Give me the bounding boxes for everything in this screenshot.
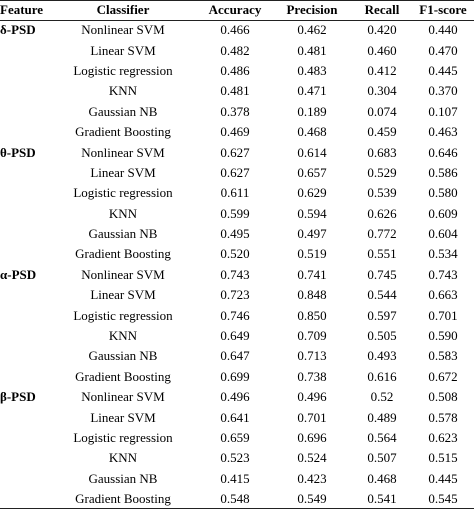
precision-cell: 0.709 <box>297 328 327 344</box>
classifier-cell: Gaussian NB <box>88 103 158 119</box>
precision-cell: 0.468 <box>297 124 327 140</box>
table-row <box>0 346 474 366</box>
recall-cell: 0.304 <box>367 83 397 99</box>
classifier-cell: KNN <box>108 83 138 99</box>
feature-cell <box>0 448 48 468</box>
f1-score-cell: 0.445 <box>428 470 458 486</box>
table-row <box>0 285 474 305</box>
classifier-cell: Gaussian NB <box>88 470 158 486</box>
precision-cell: 0.481 <box>297 42 327 58</box>
classifier-cell: Logistic regression <box>73 185 173 201</box>
accuracy-cell: 0.482 <box>220 42 250 58</box>
precision-cell: 0.497 <box>297 226 327 242</box>
classifier-cell: KNN <box>108 450 138 466</box>
accuracy-cell: 0.548 <box>220 491 250 507</box>
recall-cell: 0.541 <box>367 491 397 507</box>
recall-cell: 0.52 <box>370 389 394 405</box>
f1-score-cell: 0.534 <box>428 246 458 262</box>
precision-cell: 0.524 <box>297 450 327 466</box>
precision-cell: 0.189 <box>297 103 327 119</box>
accuracy-cell: 0.746 <box>220 307 250 323</box>
precision-cell: 0.713 <box>297 348 327 364</box>
feature-cell: δ-PSD <box>0 22 36 38</box>
recall-cell: 0.505 <box>367 328 397 344</box>
precision-cell: 0.483 <box>297 62 327 78</box>
recall-cell: 0.074 <box>367 103 397 119</box>
precision-cell: 0.657 <box>297 164 327 180</box>
f1-score-cell: 0.580 <box>428 185 458 201</box>
f1-score-cell: 0.590 <box>428 328 458 344</box>
precision-cell: 0.549 <box>297 491 327 507</box>
classifier-cell: Gradient Boosting <box>75 246 171 262</box>
feature-cell <box>0 244 48 264</box>
feature-cell: β-PSD <box>0 389 36 405</box>
f1-score-cell: 0.604 <box>428 226 458 242</box>
precision-cell: 0.701 <box>297 409 327 425</box>
f1-score-cell: 0.663 <box>428 287 458 303</box>
accuracy-cell: 0.699 <box>220 368 250 384</box>
feature-cell <box>0 61 48 81</box>
accuracy-cell: 0.496 <box>220 389 250 405</box>
header-row <box>0 0 474 20</box>
header-recall: Recall <box>364 2 400 17</box>
recall-cell: 0.551 <box>367 246 397 262</box>
accuracy-cell: 0.466 <box>220 22 250 38</box>
accuracy-cell: 0.481 <box>220 83 250 99</box>
f1-score-cell: 0.463 <box>428 124 458 140</box>
table-row <box>0 448 474 468</box>
header-precision: Precision <box>286 2 338 17</box>
header-feature: Feature <box>0 2 44 17</box>
table-row <box>0 326 474 346</box>
classifier-cell: Gradient Boosting <box>75 368 171 384</box>
table-row <box>0 183 474 203</box>
accuracy-cell: 0.659 <box>220 430 250 445</box>
feature-cell: α-PSD <box>0 266 37 282</box>
recall-cell: 0.493 <box>367 348 397 364</box>
precision-cell: 0.696 <box>297 430 327 445</box>
recall-cell: 0.507 <box>367 450 397 466</box>
precision-cell: 0.496 <box>297 389 327 405</box>
accuracy-cell: 0.495 <box>220 226 250 242</box>
f1-score-cell: 0.623 <box>428 430 458 445</box>
classifier-cell: Gaussian NB <box>88 226 158 242</box>
classifier-cell: Nonlinear SVM <box>81 22 165 38</box>
precision-cell: 0.738 <box>297 368 327 384</box>
table-row <box>0 407 474 427</box>
table-row <box>0 61 474 81</box>
f1-score-cell: 0.578 <box>428 409 458 425</box>
accuracy-cell: 0.415 <box>220 470 250 486</box>
accuracy-cell: 0.611 <box>220 185 250 201</box>
precision-cell: 0.614 <box>297 144 327 160</box>
classifier-cell: Gradient Boosting <box>75 124 171 140</box>
header-accuracy: Accuracy <box>208 2 262 17</box>
classifier-cell: Linear SVM <box>90 287 156 303</box>
table-row <box>0 489 474 509</box>
table-row <box>0 265 474 285</box>
table-row <box>0 367 474 387</box>
accuracy-cell: 0.641 <box>220 409 250 425</box>
feature-cell <box>0 489 48 509</box>
feature-cell <box>0 346 48 366</box>
recall-cell: 0.420 <box>367 22 397 38</box>
feature-cell <box>0 122 48 142</box>
classifier-cell: Linear SVM <box>90 409 156 425</box>
table-body <box>0 20 474 509</box>
feature-cell <box>0 285 48 305</box>
recall-cell: 0.459 <box>367 124 397 140</box>
recall-cell: 0.772 <box>367 226 397 242</box>
precision-cell: 0.519 <box>297 246 327 262</box>
precision-cell: 0.848 <box>297 287 327 303</box>
classifier-cell: Nonlinear SVM <box>81 144 165 160</box>
classifier-cell: Logistic regression <box>73 62 173 78</box>
accuracy-cell: 0.469 <box>220 124 250 140</box>
classifier-cell: Logistic regression <box>73 307 173 323</box>
recall-cell: 0.468 <box>367 470 397 486</box>
precision-cell: 0.741 <box>297 266 327 282</box>
f1-score-cell: 0.445 <box>428 62 458 78</box>
f1-score-cell: 0.515 <box>428 450 458 466</box>
recall-cell: 0.564 <box>367 430 397 445</box>
recall-cell: 0.745 <box>367 266 397 282</box>
precision-cell: 0.423 <box>297 470 327 486</box>
recall-cell: 0.460 <box>367 42 397 58</box>
accuracy-cell: 0.649 <box>220 328 250 344</box>
classifier-cell: Gradient Boosting <box>75 491 171 507</box>
classifier-cell: Linear SVM <box>90 42 156 58</box>
accuracy-cell: 0.520 <box>220 246 250 262</box>
accuracy-cell: 0.627 <box>220 144 250 160</box>
accuracy-cell: 0.599 <box>220 205 250 221</box>
feature-cell <box>0 81 48 101</box>
f1-score-cell: 0.609 <box>428 205 458 221</box>
recall-cell: 0.539 <box>367 185 397 201</box>
f1-score-cell: 0.701 <box>428 307 458 323</box>
table-row <box>0 81 474 101</box>
table-row <box>0 224 474 244</box>
table-row <box>0 20 474 40</box>
recall-cell: 0.412 <box>367 62 397 78</box>
feature-cell <box>0 326 48 346</box>
feature-cell <box>0 183 48 203</box>
accuracy-cell: 0.723 <box>220 287 250 303</box>
precision-cell: 0.629 <box>297 185 327 201</box>
f1-score-cell: 0.545 <box>428 491 458 507</box>
precision-cell: 0.462 <box>297 22 327 38</box>
table-row <box>0 305 474 325</box>
feature-cell <box>0 407 48 427</box>
table-row <box>0 387 474 407</box>
accuracy-cell: 0.486 <box>220 62 250 78</box>
accuracy-cell: 0.378 <box>220 103 250 119</box>
table-row <box>0 142 474 162</box>
precision-cell: 0.594 <box>297 205 327 221</box>
classifier-cell: KNN <box>108 205 138 221</box>
accuracy-cell: 0.647 <box>220 348 250 364</box>
f1-score-cell: 0.440 <box>428 22 458 38</box>
precision-cell: 0.850 <box>297 307 327 323</box>
f1-score-cell: 0.672 <box>428 368 458 384</box>
f1-score-cell: 0.586 <box>428 164 458 180</box>
classifier-cell: Nonlinear SVM <box>81 266 165 282</box>
accuracy-cell: 0.743 <box>220 266 250 282</box>
feature-cell: θ-PSD <box>0 144 36 160</box>
f1-score-cell: 0.470 <box>428 42 458 58</box>
f1-score-cell: 0.646 <box>428 144 458 160</box>
feature-cell <box>0 367 48 387</box>
recall-cell: 0.597 <box>367 307 397 323</box>
f1-score-cell: 0.583 <box>428 348 458 364</box>
recall-cell: 0.529 <box>367 164 397 180</box>
classifier-cell: KNN <box>108 328 138 344</box>
recall-cell: 0.626 <box>367 205 397 221</box>
table-row <box>0 469 474 489</box>
recall-cell: 0.489 <box>367 409 397 425</box>
precision-cell: 0.471 <box>297 83 327 99</box>
classifier-cell: Gaussian NB <box>88 348 158 364</box>
f1-score-cell: 0.743 <box>428 266 458 282</box>
feature-cell <box>0 428 48 448</box>
f1-score-cell: 0.107 <box>428 103 458 119</box>
feature-cell <box>0 163 48 183</box>
feature-cell <box>0 204 48 224</box>
table-row <box>0 163 474 183</box>
table-row <box>0 102 474 122</box>
recall-cell: 0.544 <box>367 287 397 303</box>
table-row <box>0 244 474 264</box>
classifier-cell: Logistic regression <box>73 430 173 445</box>
feature-cell <box>0 469 48 489</box>
accuracy-cell: 0.627 <box>220 164 250 180</box>
header-f1-score: F1-score <box>419 2 467 17</box>
table-row <box>0 40 474 60</box>
classifier-cell: Nonlinear SVM <box>81 389 165 405</box>
recall-cell: 0.683 <box>367 144 397 160</box>
header-classifier: Classifier <box>96 2 150 17</box>
f1-score-cell: 0.508 <box>428 389 458 405</box>
feature-cell <box>0 305 48 325</box>
feature-cell <box>0 224 48 244</box>
classifier-cell: Linear SVM <box>90 164 156 180</box>
f1-score-cell: 0.370 <box>428 83 458 99</box>
table-row <box>0 428 474 448</box>
table-row <box>0 122 474 142</box>
accuracy-cell: 0.523 <box>220 450 250 466</box>
feature-cell <box>0 102 48 122</box>
feature-cell <box>0 40 48 60</box>
table-row <box>0 204 474 224</box>
recall-cell: 0.616 <box>367 368 397 384</box>
